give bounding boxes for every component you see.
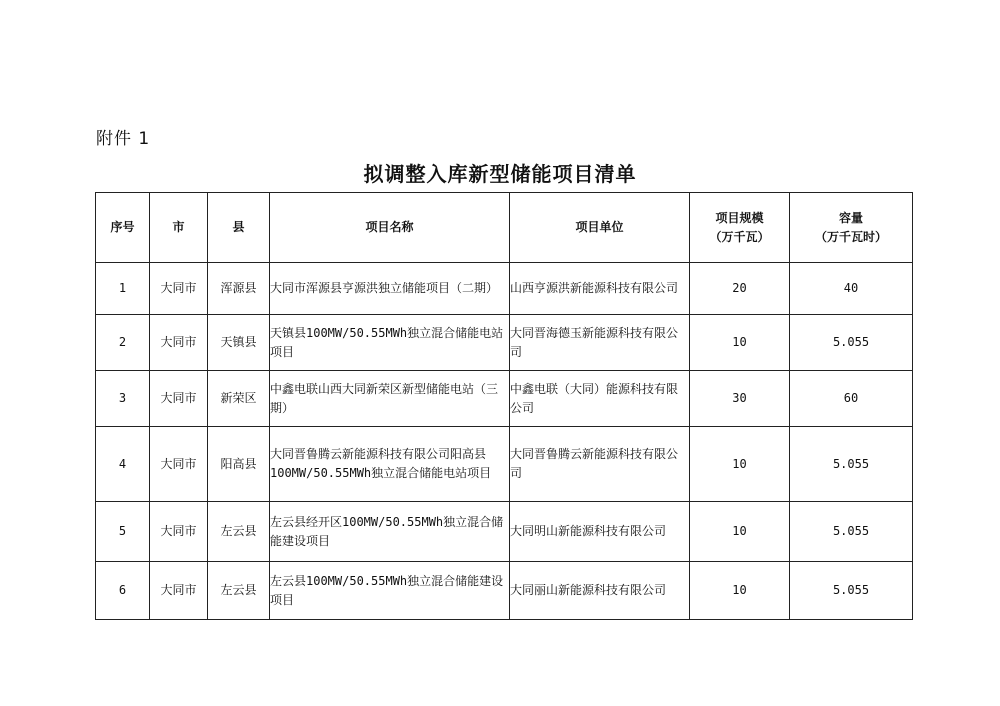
table-row xyxy=(96,502,913,562)
table-header-row xyxy=(96,193,913,263)
project-table xyxy=(95,192,913,620)
header-capacity xyxy=(790,193,913,263)
table-row xyxy=(96,371,913,427)
attachment-label: 附件 1 xyxy=(96,129,151,149)
cell-county: 浑源县 xyxy=(208,263,270,315)
cell-project-unit: 大同丽山新能源科技有限公司 xyxy=(510,562,690,620)
cell-county: 天镇县 xyxy=(208,315,270,371)
cell-seq: 4 xyxy=(96,427,150,502)
header-scale xyxy=(690,193,790,263)
header-capacity-line2: （万千瓦时） xyxy=(814,229,887,244)
cell-project-unit: 大同晋海德玉新能源科技有限公司 xyxy=(510,315,690,371)
cell-scale: 30 xyxy=(690,371,790,427)
header-project-name: 项目名称 xyxy=(270,193,510,263)
cell-project-unit: 中鑫电联（大同）能源科技有限公司 xyxy=(510,371,690,427)
cell-scale: 10 xyxy=(690,315,790,371)
table-row xyxy=(96,427,913,502)
cell-scale: 20 xyxy=(690,263,790,315)
cell-project-unit: 大同晋鲁腾云新能源科技有限公司 xyxy=(510,427,690,502)
cell-city: 大同市 xyxy=(150,427,208,502)
cell-project-unit: 山西亨源洪新能源科技有限公司 xyxy=(510,263,690,315)
cell-seq: 6 xyxy=(96,562,150,620)
table-row xyxy=(96,562,913,620)
header-seq: 序号 xyxy=(96,193,150,263)
cell-seq: 5 xyxy=(96,502,150,562)
header-city: 市 xyxy=(150,193,208,263)
cell-city: 大同市 xyxy=(150,562,208,620)
header-county: 县 xyxy=(208,193,270,263)
cell-project-name: 大同市浑源县亨源洪独立储能项目（二期） xyxy=(270,263,510,315)
cell-capacity: 5.055 xyxy=(790,315,913,371)
cell-project-name: 中鑫电联山西大同新荣区新型储能电站（三期） xyxy=(270,371,510,427)
cell-scale: 10 xyxy=(690,427,790,502)
table-row xyxy=(96,315,913,371)
cell-county: 左云县 xyxy=(208,502,270,562)
cell-scale: 10 xyxy=(690,502,790,562)
header-scale-line1: 项目规模 xyxy=(715,210,764,225)
header-capacity-line1: 容量 xyxy=(838,210,863,225)
cell-seq: 2 xyxy=(96,315,150,371)
cell-scale: 10 xyxy=(690,562,790,620)
cell-project-unit: 大同明山新能源科技有限公司 xyxy=(510,502,690,562)
cell-county: 左云县 xyxy=(208,562,270,620)
cell-capacity: 5.055 xyxy=(790,562,913,620)
cell-city: 大同市 xyxy=(150,263,208,315)
cell-county: 阳高县 xyxy=(208,427,270,502)
document-title: 拟调整入库新型储能项目清单 xyxy=(363,162,637,186)
cell-project-name: 天镇县100MW/50.55MWh独立混合储能电站项目 xyxy=(270,315,510,371)
cell-capacity: 40 xyxy=(790,263,913,315)
cell-capacity: 5.055 xyxy=(790,427,913,502)
cell-project-name: 大同晋鲁腾云新能源科技有限公司阳高县100MW/50.55MWh独立混合储能电站项目 xyxy=(270,427,510,502)
cell-city: 大同市 xyxy=(150,371,208,427)
cell-seq: 3 xyxy=(96,371,150,427)
cell-seq: 1 xyxy=(96,263,150,315)
cell-capacity: 60 xyxy=(790,371,913,427)
cell-city: 大同市 xyxy=(150,502,208,562)
cell-city: 大同市 xyxy=(150,315,208,371)
cell-project-name: 左云县经开区100MW/50.55MWh独立混合储能建设项目 xyxy=(270,502,510,562)
header-project-unit: 项目单位 xyxy=(510,193,690,263)
cell-project-name: 左云县100MW/50.55MWh独立混合储能建设项目 xyxy=(270,562,510,620)
table-row xyxy=(96,263,913,315)
header-scale-line2: （万千瓦） xyxy=(709,229,770,244)
cell-capacity: 5.055 xyxy=(790,502,913,562)
cell-county: 新荣区 xyxy=(208,371,270,427)
